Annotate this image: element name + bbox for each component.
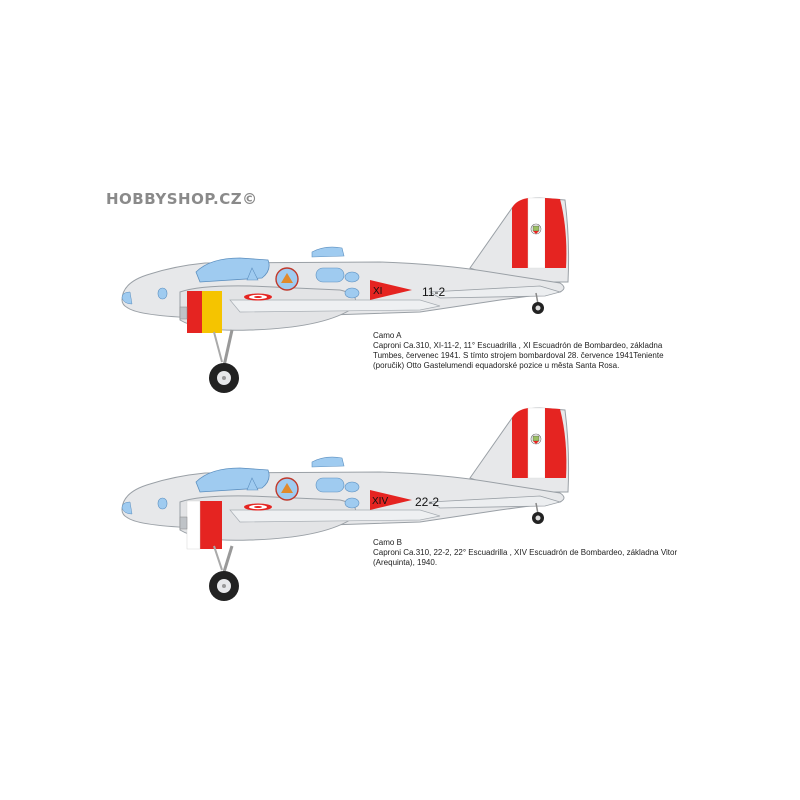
- side-window-3-a: [345, 288, 359, 298]
- side-window-2-a: [345, 272, 359, 282]
- caption-camo-a: [373, 331, 713, 371]
- caption-line-a-2: Tumbes, červenec 1941. S tímto strojem bombardoval 28. července 1941Teniente: [373, 351, 664, 360]
- side-window-2-b: [345, 482, 359, 492]
- aircraft-profile-a: [0, 180, 800, 405]
- nose-window-a: [158, 288, 167, 299]
- caption-line-a-3: (poručik) Otto Gastelumendi equadorské pozice u města Santa Rosa.: [373, 361, 620, 370]
- caption-line-b-2: (Arequinta), 1940.: [373, 558, 438, 567]
- fin-stripe-left-a: [512, 198, 528, 268]
- peru-flag-icon: [531, 434, 541, 444]
- squadron-emblem-icon: [276, 478, 298, 500]
- exhaust-a: [180, 307, 187, 319]
- pennant-label-b: XIV: [372, 496, 389, 507]
- caption-heading-b: Camo B: [373, 538, 402, 547]
- main-gear-strut-a: [224, 330, 232, 366]
- side-window-3-b: [345, 498, 359, 508]
- caption-line-a-1: Caproni Ca.310, XI-11-2, 11° Escuadrilla , XI Escuadrón de Bombardeo, základna: [373, 341, 663, 350]
- roundel-icon: [244, 504, 272, 511]
- caption-camo-b: [373, 538, 713, 568]
- peru-flag-icon: [531, 224, 541, 234]
- code-label-b: 22-2: [415, 495, 440, 509]
- fin-stripe-left-b: [512, 408, 528, 478]
- side-window-1-a: [316, 268, 344, 282]
- plane-group-b: [122, 408, 569, 601]
- roundel-icon: [244, 294, 272, 301]
- canopy-top-b: [312, 457, 344, 467]
- aircraft-profile-b: [0, 395, 800, 620]
- engine-band-red-b: [200, 501, 222, 549]
- caption-heading-a: Camo A: [373, 331, 402, 340]
- exhaust-b: [180, 517, 187, 529]
- canopy-top-a: [312, 247, 344, 257]
- engine-band-white-b: [187, 501, 200, 549]
- watermark: HOBBYSHOP.CZ©: [106, 190, 258, 208]
- engine-band-yellow-a: [202, 291, 222, 333]
- caption-line-b-1: Caproni Ca.310, 22-2, 22° Escuadrilla , XIV Escuadrón de Bombardeo, základna Vitor: [373, 548, 678, 557]
- nose-window-b: [158, 498, 167, 509]
- side-window-1-b: [316, 478, 344, 492]
- wing-b: [230, 510, 440, 522]
- wing-a: [230, 300, 440, 312]
- pennant-label-a: XI: [373, 286, 383, 297]
- cockpit-glazing-b: [196, 468, 269, 492]
- code-label-a: 11-2: [422, 285, 446, 299]
- squadron-emblem-icon: [276, 268, 298, 290]
- engine-band-red-a: [187, 291, 202, 333]
- cockpit-glazing-a: [196, 258, 269, 282]
- main-gear-strut-b: [224, 546, 232, 572]
